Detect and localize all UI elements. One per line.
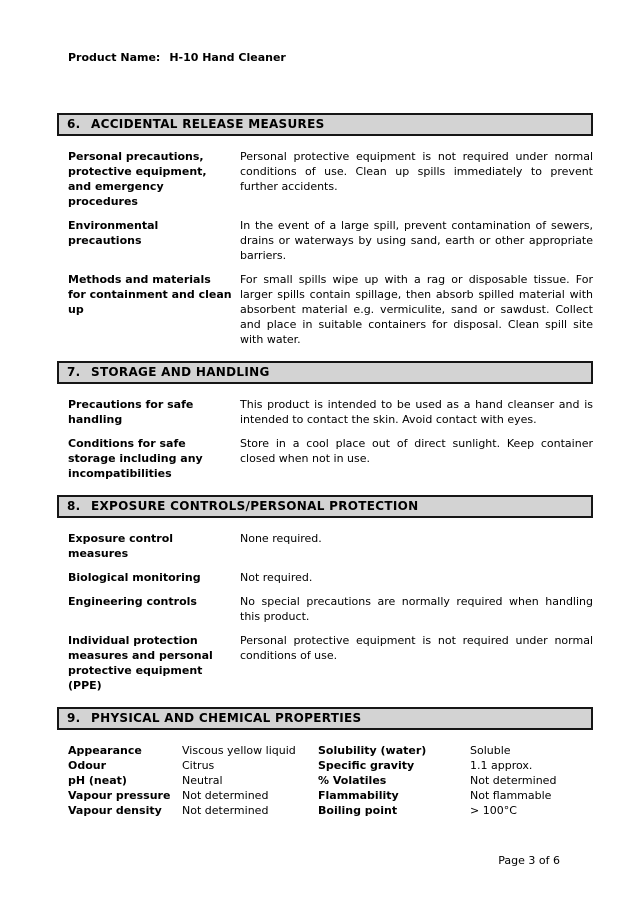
row-text: Not required. — [240, 571, 313, 584]
row-label: Precautions for safe handling — [68, 398, 194, 426]
section-8-body — [57, 531, 593, 693]
section-6-number: 6. — [67, 117, 81, 131]
row-label: Conditions for safe storage including any incompatibilities — [68, 437, 203, 480]
property-row-ph-volatiles — [68, 773, 593, 788]
product-name-label: Product Name: — [68, 51, 161, 64]
property-label: Specific gravity — [318, 759, 415, 772]
property-label: Appearance — [68, 744, 142, 757]
section-7-number: 7. — [67, 365, 81, 379]
section-8-header-bar — [57, 495, 593, 518]
row-environmental-precautions — [68, 218, 593, 263]
row-label: Biological monitoring — [68, 571, 201, 584]
row-label: Individual protection measures and personal protective equipment (PPE) — [68, 634, 213, 692]
property-value: > 100°C — [470, 804, 517, 817]
row-engineering-controls — [68, 594, 593, 624]
row-personal-precautions — [68, 149, 593, 209]
page-number: Page 3 of 6 — [498, 854, 560, 867]
section-8-number: 8. — [67, 499, 81, 513]
property-label: pH (neat) — [68, 774, 127, 787]
row-text: Personal protective equipment is not required under normal conditions of use. — [240, 634, 593, 662]
row-text: Personal protective equipment is not required under normal conditions of use. Clean up spills immediately to prevent further accidents. — [240, 150, 593, 193]
row-text: No special precautions are normally required when handling this product. — [240, 595, 593, 623]
row-label: Environmental precautions — [68, 219, 159, 247]
property-value: Not determined — [182, 804, 269, 817]
section-6-body — [57, 149, 593, 347]
row-text: Store in a cool place out of direct sunlight. Keep container closed when not in use. — [240, 437, 593, 465]
section-6-header-bar — [57, 113, 593, 136]
row-methods-materials — [68, 272, 593, 347]
section-9-title: PHYSICAL AND CHEMICAL PROPERTIES — [91, 711, 362, 725]
row-text: None required. — [240, 532, 322, 545]
row-text: In the event of a large spill, prevent contamination of sewers, drains or waterways by using sand, earth or other appropriate barriers. — [240, 219, 593, 262]
property-value: Viscous yellow liquid — [182, 744, 296, 757]
section-8-title: EXPOSURE CONTROLS/PERSONAL PROTECTION — [91, 499, 419, 513]
row-text: This product is intended to be used as a hand cleanser and is intended to contact the skin. Avoid contact with eyes. — [240, 398, 593, 426]
property-label: % Volatiles — [318, 774, 387, 787]
property-label: Solubility (water) — [318, 744, 427, 757]
row-label: Engineering controls — [68, 595, 197, 608]
property-row-odour-gravity — [68, 758, 593, 773]
row-label: Exposure control measures — [68, 532, 174, 560]
property-label: Boiling point — [318, 804, 398, 817]
product-name-line — [68, 50, 286, 65]
section-7-header-bar — [57, 361, 593, 384]
row-safe-storage — [68, 436, 593, 481]
property-label: Flammability — [318, 789, 399, 802]
property-value: 1.1 approx. — [470, 759, 533, 772]
property-value: Citrus — [182, 759, 215, 772]
property-label: Vapour pressure — [68, 789, 171, 802]
property-row-appearance-solubility — [68, 743, 593, 758]
section-9-properties-table — [57, 743, 593, 818]
row-biological-monitoring — [68, 570, 593, 585]
property-value: Not flammable — [470, 789, 552, 802]
section-7-body — [57, 397, 593, 481]
row-label: Methods and materials for containment and clean up — [68, 273, 232, 316]
property-value: Not determined — [470, 774, 557, 787]
document-content — [57, 113, 593, 832]
row-label: Personal precautions, protective equipment, and emergency procedures — [68, 150, 207, 208]
property-label: Vapour density — [68, 804, 162, 817]
property-value: Neutral — [182, 774, 223, 787]
property-value: Soluble — [470, 744, 511, 757]
property-value: Not determined — [182, 789, 269, 802]
property-row-vapour-density-boiling-point — [68, 803, 593, 818]
row-individual-protection-ppe — [68, 633, 593, 693]
row-safe-handling — [68, 397, 593, 427]
product-name-value: H-10 Hand Cleaner — [169, 51, 286, 64]
section-6-title: ACCIDENTAL RELEASE MEASURES — [91, 117, 325, 131]
row-text: For small spills wipe up with a rag or disposable tissue. For larger spills contain spillage, then absorb spilled material with absorbent material e.g. vermiculite, sand or sawdust. Collect and place in suitable containers for disposal. Clean spill site with water. — [240, 273, 593, 346]
property-label: Odour — [68, 759, 107, 772]
property-row-vapour-pressure-flammability — [68, 788, 593, 803]
section-9-number: 9. — [67, 711, 81, 725]
row-exposure-control — [68, 531, 593, 561]
section-9-header-bar — [57, 707, 593, 730]
section-7-title: STORAGE AND HANDLING — [91, 365, 270, 379]
